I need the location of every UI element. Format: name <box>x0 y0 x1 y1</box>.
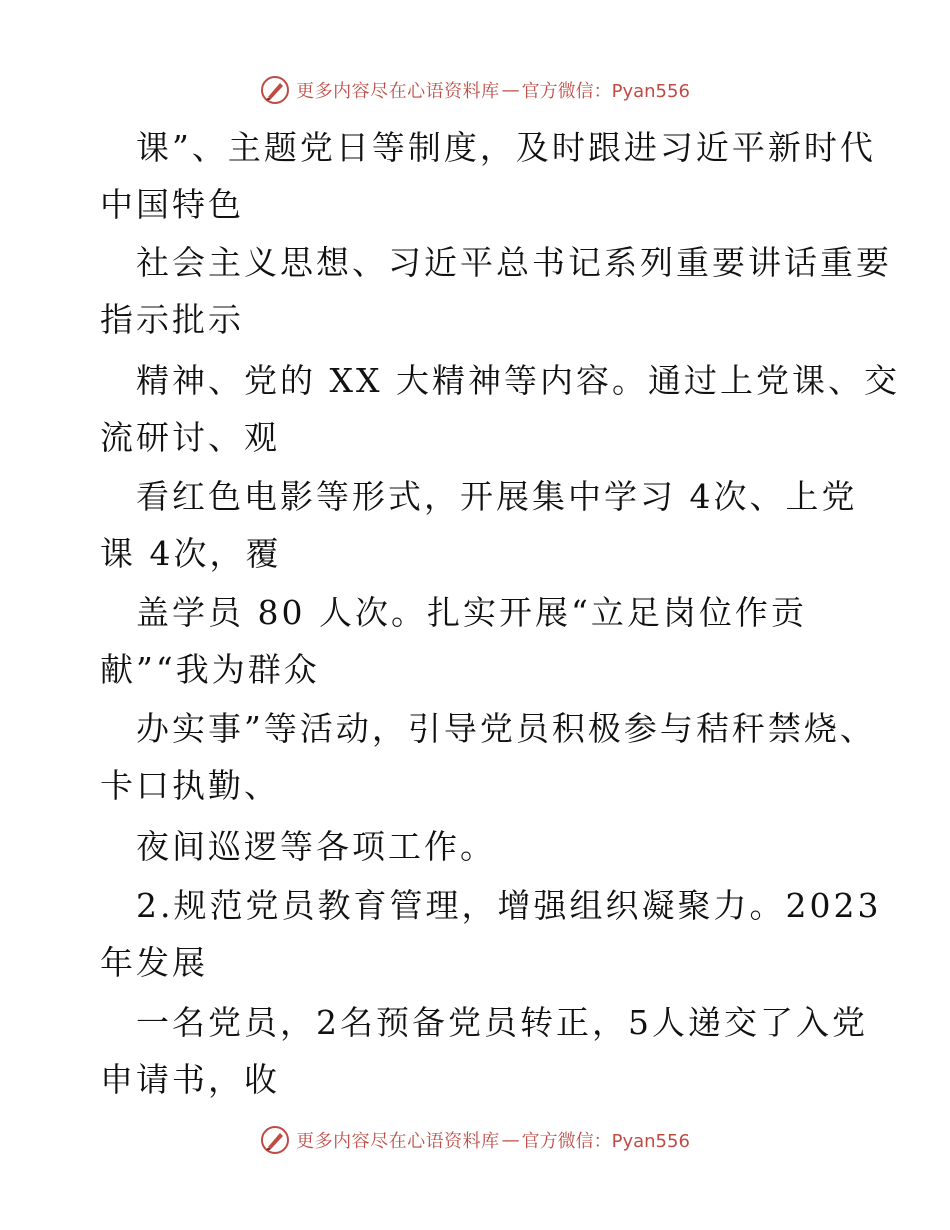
watermark-contact: 官方微信：Pyan556 <box>521 1131 690 1152</box>
brush-logo-icon <box>260 75 290 105</box>
text-line: 课”、主题党日等制度，及时跟进习近平新时代 <box>136 128 876 167</box>
text-line: 夜间巡逻等各项工作。 <box>136 827 496 866</box>
text-line: 办实事”等活动，引导党员积极参与秸秆禁烧、 <box>136 709 876 748</box>
watermark-separator: — <box>501 1129 520 1151</box>
text-line: 流研讨、观 <box>100 418 280 457</box>
text-line: 盖学员 80 人次。扎实开展“立足岗位作贡 <box>136 593 807 632</box>
watermark-site-text: 更多内容尽在心语资料库 <box>296 81 500 102</box>
text-line: 课 4次，覆 <box>100 534 282 573</box>
text-line: 社会主义思想、习近平总书记系列重要讲话重要 <box>136 243 892 282</box>
brush-logo-icon <box>260 1125 290 1155</box>
text-line: 申请书，收 <box>100 1060 280 1099</box>
text-line: 2.规范党员教育管理，增强组织凝聚力。2023 <box>136 886 882 925</box>
text-line: 一名党员，2名预备党员转正，5人递交了入党 <box>136 1003 868 1042</box>
text-line: 看红色电影等形式，开展集中学习 4次、上党 <box>136 477 858 516</box>
watermark-site-text: 更多内容尽在心语资料库 <box>296 1131 500 1152</box>
text-line: 献”“我为群众 <box>100 650 320 689</box>
watermark-contact: 官方微信：Pyan556 <box>521 81 690 102</box>
text-line: 卡口执勤、 <box>100 766 280 805</box>
text-line: 中国特色 <box>100 185 244 224</box>
header-watermark <box>0 70 950 110</box>
watermark-separator: — <box>501 79 520 101</box>
text-line: 指示批示 <box>100 300 244 339</box>
text-line: 精神、党的 XX 大精神等内容。通过上党课、交 <box>136 361 900 400</box>
text-line: 年发展 <box>100 943 208 982</box>
footer-watermark <box>0 1120 950 1160</box>
